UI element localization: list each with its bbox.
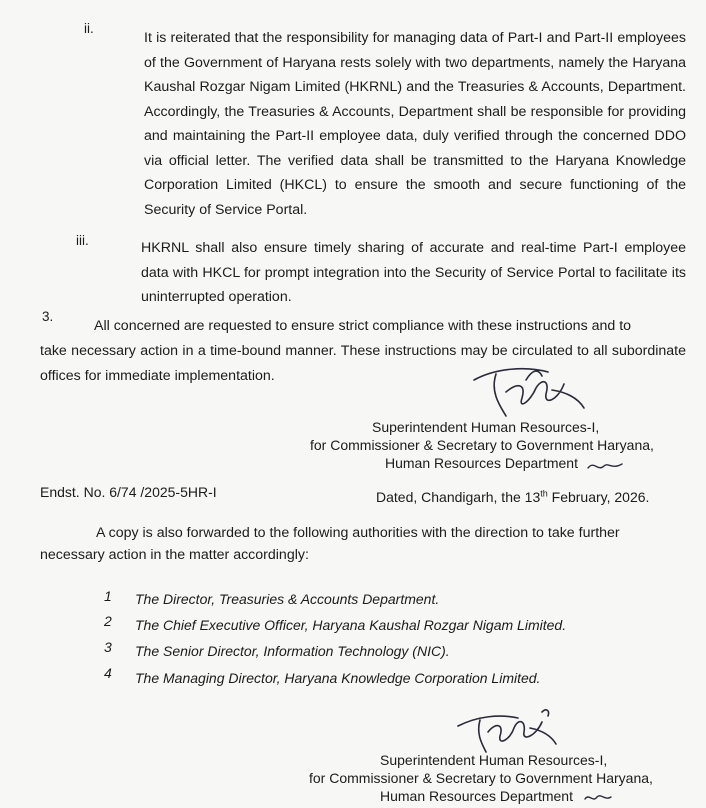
item-iii-text: HKRNL shall also ensure timely sharing of accurate and real-time Part-I employee data with HKCL for prompt integration into the Security of Service Portal to facilitate its uninterrupted operation. (141, 240, 686, 305)
signature-2-title: Superintendent Human Resources-I, (380, 752, 608, 768)
recipient-number: 4 (104, 665, 112, 681)
copy-para-line-1: A copy is also forwarded to the following authorities with the direction to take further (96, 525, 620, 541)
dated-line (376, 489, 649, 505)
dated-prefix: Dated, Chandigarh, the 13 (376, 489, 541, 505)
signature-1-title: Superintendent Human Resources-I, (372, 419, 600, 435)
signature-1-for-line: for Commissioner & Secretary to Government Haryana, (310, 437, 654, 453)
signature-2 (452, 704, 562, 754)
recipient-text: The Managing Director, Haryana Knowledge Corporation Limited. (135, 670, 541, 686)
item-ii-number: ii. (84, 21, 94, 36)
recipient-number: 1 (104, 588, 112, 604)
signature-1-department: Human Resources Department (385, 455, 578, 471)
signature-2-department: Human Resources Department (380, 788, 573, 804)
dated-suffix: February, 2026. (547, 489, 650, 505)
dated-superscript: th (540, 488, 548, 499)
para-3-text: take necessary action in a time-bound manner. These instructions may be circulated to all subordinate offices for immediate implementation. (40, 343, 686, 384)
recipient-text: The Senior Director, Information Technology (NIC). (135, 643, 450, 659)
item-iii-number: iii. (76, 233, 89, 248)
endorsement-number: Endst. No. 6/74 /2025-5HR-I (40, 484, 217, 500)
initials-2 (583, 791, 613, 805)
para-3-first-line: All concerned are requested to ensure strict compliance with these instructions and to (94, 318, 632, 334)
recipient-text: The Director, Treasuries & Accounts Department. (135, 591, 440, 607)
para-3-number: 3. (42, 309, 54, 324)
signature-1 (466, 362, 596, 422)
signature-2-for-line: for Commissioner & Secretary to Government Haryana, (309, 770, 653, 786)
item-ii-text: It is reiterated that the responsibility for managing data of Part-I and Part-II employees of the Government of Haryana rests solely with two departments, namely the Haryana Kaushal Rozgar Nigam Limited (HKRNL) and the Treasuries & Accounts, Department. Accordingly, the Treasuries & Accounts, Department shall be responsible for providing and maintaining the Part-II employee data, duly verified through the concerned DDO via official letter. The verified data shall be transmitted to the Haryana Knowledge Corporation Limited (HKCL) to ensure the smooth and secure functioning of the Security of Service Portal. (144, 30, 686, 218)
recipient-number: 2 (104, 613, 112, 629)
initials-1 (586, 458, 626, 474)
recipient-number: 3 (104, 639, 112, 655)
copy-para-line-2: necessary action in the matter accordingly: (40, 547, 309, 563)
recipient-text: The Chief Executive Officer, Haryana Kaushal Rozgar Nigam Limited. (135, 617, 567, 633)
